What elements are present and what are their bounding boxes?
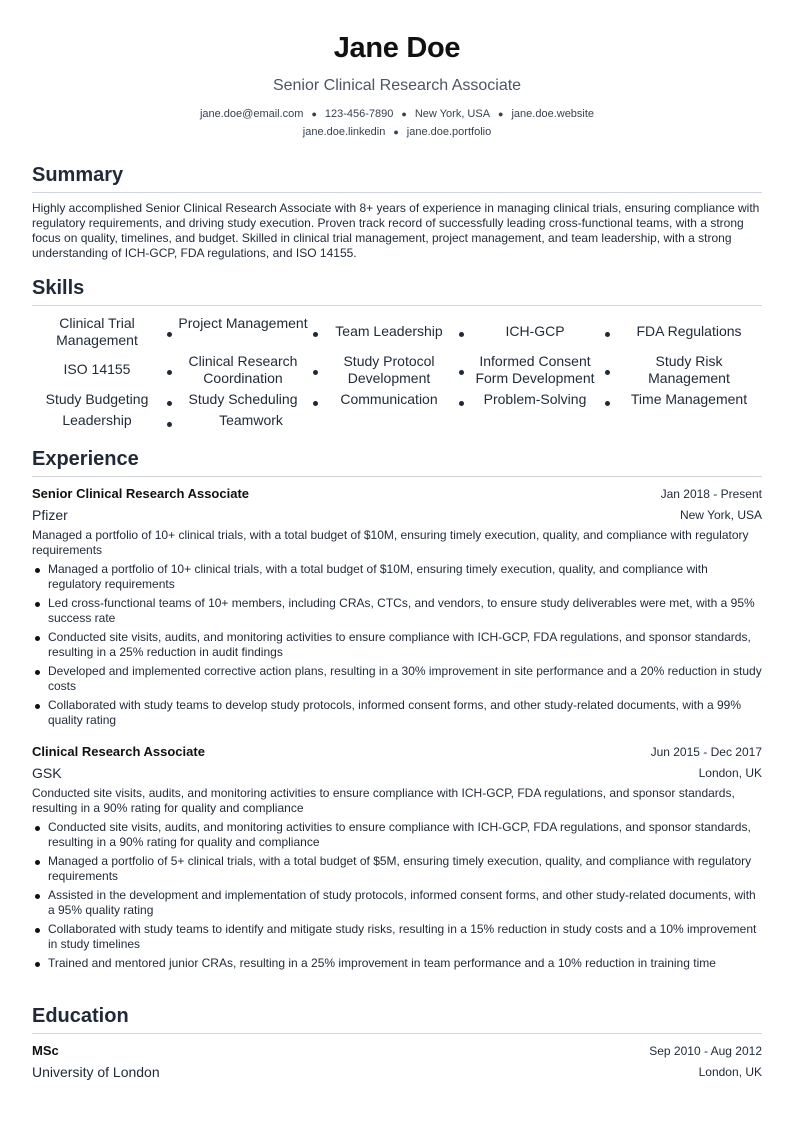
job-bullet-list [32,562,762,732]
summary-text: Highly accomplished Senior Clinical Research Associate with 8+ years of experience in managing clinical trials, ensuring compliance with regulatory requirements, and driving study execution. Proven track record of successfully leading cross-functional teams, with a strong focus on quality, timelines, and budget. Skilled in clinical trial management, project management, and team leadership, with a strong understanding of ICH-GCP, FDA regulations, and ISO 14155. [32,201,760,260]
separator-dot: ● [393,127,399,137]
skill-separator [605,370,610,375]
candidate-name: Jane Doe [333,32,461,64]
bullet-dot [35,670,40,675]
list-item [32,888,762,918]
job-description: Managed a portfolio of 10+ clinical trials, with a total budget of $10M, ensuring timely execution, quality, and compliance with regulatory requirements [32,528,749,557]
skill-item: Leadership [62,412,132,428]
skill-separator [459,332,464,337]
bullet-text: Trained and mentored junior CRAs, resulting in a 25% improvement in team performance and a 10% reduction in training time [48,956,716,970]
list-item [32,854,762,884]
school-location: London, UK [698,1065,762,1079]
bullet-text: Conducted site visits, audits, and monitoring activities to ensure compliance with ICH-GCP, FDA regulations, and sponsor standards, resulting in a 90% rating for quality and compliance [48,820,751,849]
list-item [32,630,762,660]
skill-item: ISO 14155 [63,361,131,377]
skill-item: Study Risk Management [648,353,730,386]
job-company: Pfizer [32,507,68,523]
job-location: London, UK [698,766,762,780]
skill-item: Study Protocol Development [343,353,435,386]
website-link[interactable]: jane.doe.website [511,108,595,120]
bullet-dot [35,826,40,831]
separator-dot: ● [498,109,504,119]
phone-text: 123-456-7890 [324,108,394,120]
education-date: Sep 2010 - Aug 2012 [649,1044,762,1058]
bullet-dot [35,928,40,933]
school-name: University of London [32,1064,160,1080]
skill-separator [313,332,318,337]
location-text: New York, USA [414,108,491,120]
job-title: Clinical Research Associate [32,744,205,759]
skill-item: Clinical Trial Management [56,315,138,348]
job-company: GSK [32,765,62,781]
email-link[interactable]: jane.doe@email.com [199,108,304,120]
list-item [32,820,762,850]
skill-separator [605,401,610,406]
bullet-dot [35,704,40,709]
skill-item: Study Scheduling [188,391,298,407]
skill-separator [459,370,464,375]
list-item [32,596,762,626]
skill-item: Teamwork [219,412,283,428]
list-item [32,664,762,694]
skill-item: Communication [340,391,438,407]
skill-separator [167,401,172,406]
skills-heading: Skills [32,277,85,299]
job-title: Senior Clinical Research Associate [32,486,250,501]
contact-line-2 [32,126,762,138]
candidate-headline: Senior Clinical Research Associate [272,77,522,94]
skill-separator [313,401,318,406]
summary-heading: Summary [32,164,124,186]
bullet-text: Developed and implemented corrective action plans, resulting in a 30% improvement in site performance and a 20% reduction in study costs [48,664,762,693]
skill-separator [605,332,610,337]
linkedin-link[interactable]: jane.doe.linkedin [302,126,386,138]
skill-separator [167,332,172,337]
skill-separator [459,401,464,406]
skill-item: ICH-GCP [505,323,565,339]
bullet-text: Assisted in the development and implementation of study protocols, informed consent forms, and other study-related documents, with a 95% quality rating [48,888,756,917]
skill-item: Time Management [630,391,748,407]
skill-item: Team Leadership [335,323,443,339]
separator-dot: ● [311,109,317,119]
section-divider [32,1033,762,1034]
job-bullet-list [32,820,762,975]
job-location: New York, USA [679,508,762,522]
list-item [32,922,762,952]
bullet-text: Collaborated with study teams to develop study protocols, informed consent forms, and other study-related documents, with a 99% quality rating [48,698,742,727]
job-date: Jan 2018 - Present [660,487,762,501]
experience-heading: Experience [32,448,139,470]
bullet-dot [35,860,40,865]
skill-separator [167,370,172,375]
bullet-dot [35,568,40,573]
bullet-text: Managed a portfolio of 10+ clinical trials, with a total budget of $10M, ensuring timely execution, quality, and compliance with regulatory requirements [48,562,708,591]
list-item [32,956,762,971]
separator-dot: ● [401,109,407,119]
bullet-text: Collaborated with study teams to identify and mitigate study risks, resulting in a 15% reduction in study costs and a 10% improvement in study timelines [48,922,757,951]
skill-separator [167,422,172,427]
education-heading: Education [32,1005,129,1027]
skill-item: Project Management [178,315,308,331]
bullet-dot [35,602,40,607]
section-divider [32,192,762,193]
portfolio-link[interactable]: jane.doe.portfolio [406,126,492,138]
contact-line-1 [32,108,762,120]
job-date: Jun 2015 - Dec 2017 [650,745,762,759]
section-divider [32,305,762,306]
list-item [32,562,762,592]
skill-item: Study Budgeting [45,391,149,407]
skill-item: FDA Regulations [636,323,742,339]
skill-item: Informed Consent Form Development [475,353,595,386]
skill-item: Problem-Solving [483,391,587,407]
degree-title: MSc [32,1043,59,1058]
section-divider [32,476,762,477]
bullet-dot [35,894,40,899]
bullet-text: Led cross-functional teams of 10+ members, including CRAs, CTCs, and vendors, to ensure study deliverables were met, with a 95% success rate [48,596,755,625]
bullet-text: Conducted site visits, audits, and monitoring activities to ensure compliance with ICH-GCP, FDA regulations, and sponsor standards, resulting in a 25% reduction in audit findings [48,630,751,659]
bullet-dot [35,962,40,967]
job-description: Conducted site visits, audits, and monitoring activities to ensure compliance with ICH-GCP, FDA regulations, and sponsor standards, resulting in a 90% rating for quality and compliance [32,786,735,815]
list-item [32,698,762,728]
skill-separator [313,370,318,375]
skill-item: Clinical Research Coordination [188,353,298,386]
bullet-dot [35,636,40,641]
bullet-text: Managed a portfolio of 5+ clinical trials, with a total budget of $5M, ensuring timely execution, quality, and compliance with regulatory requirements [48,854,752,883]
